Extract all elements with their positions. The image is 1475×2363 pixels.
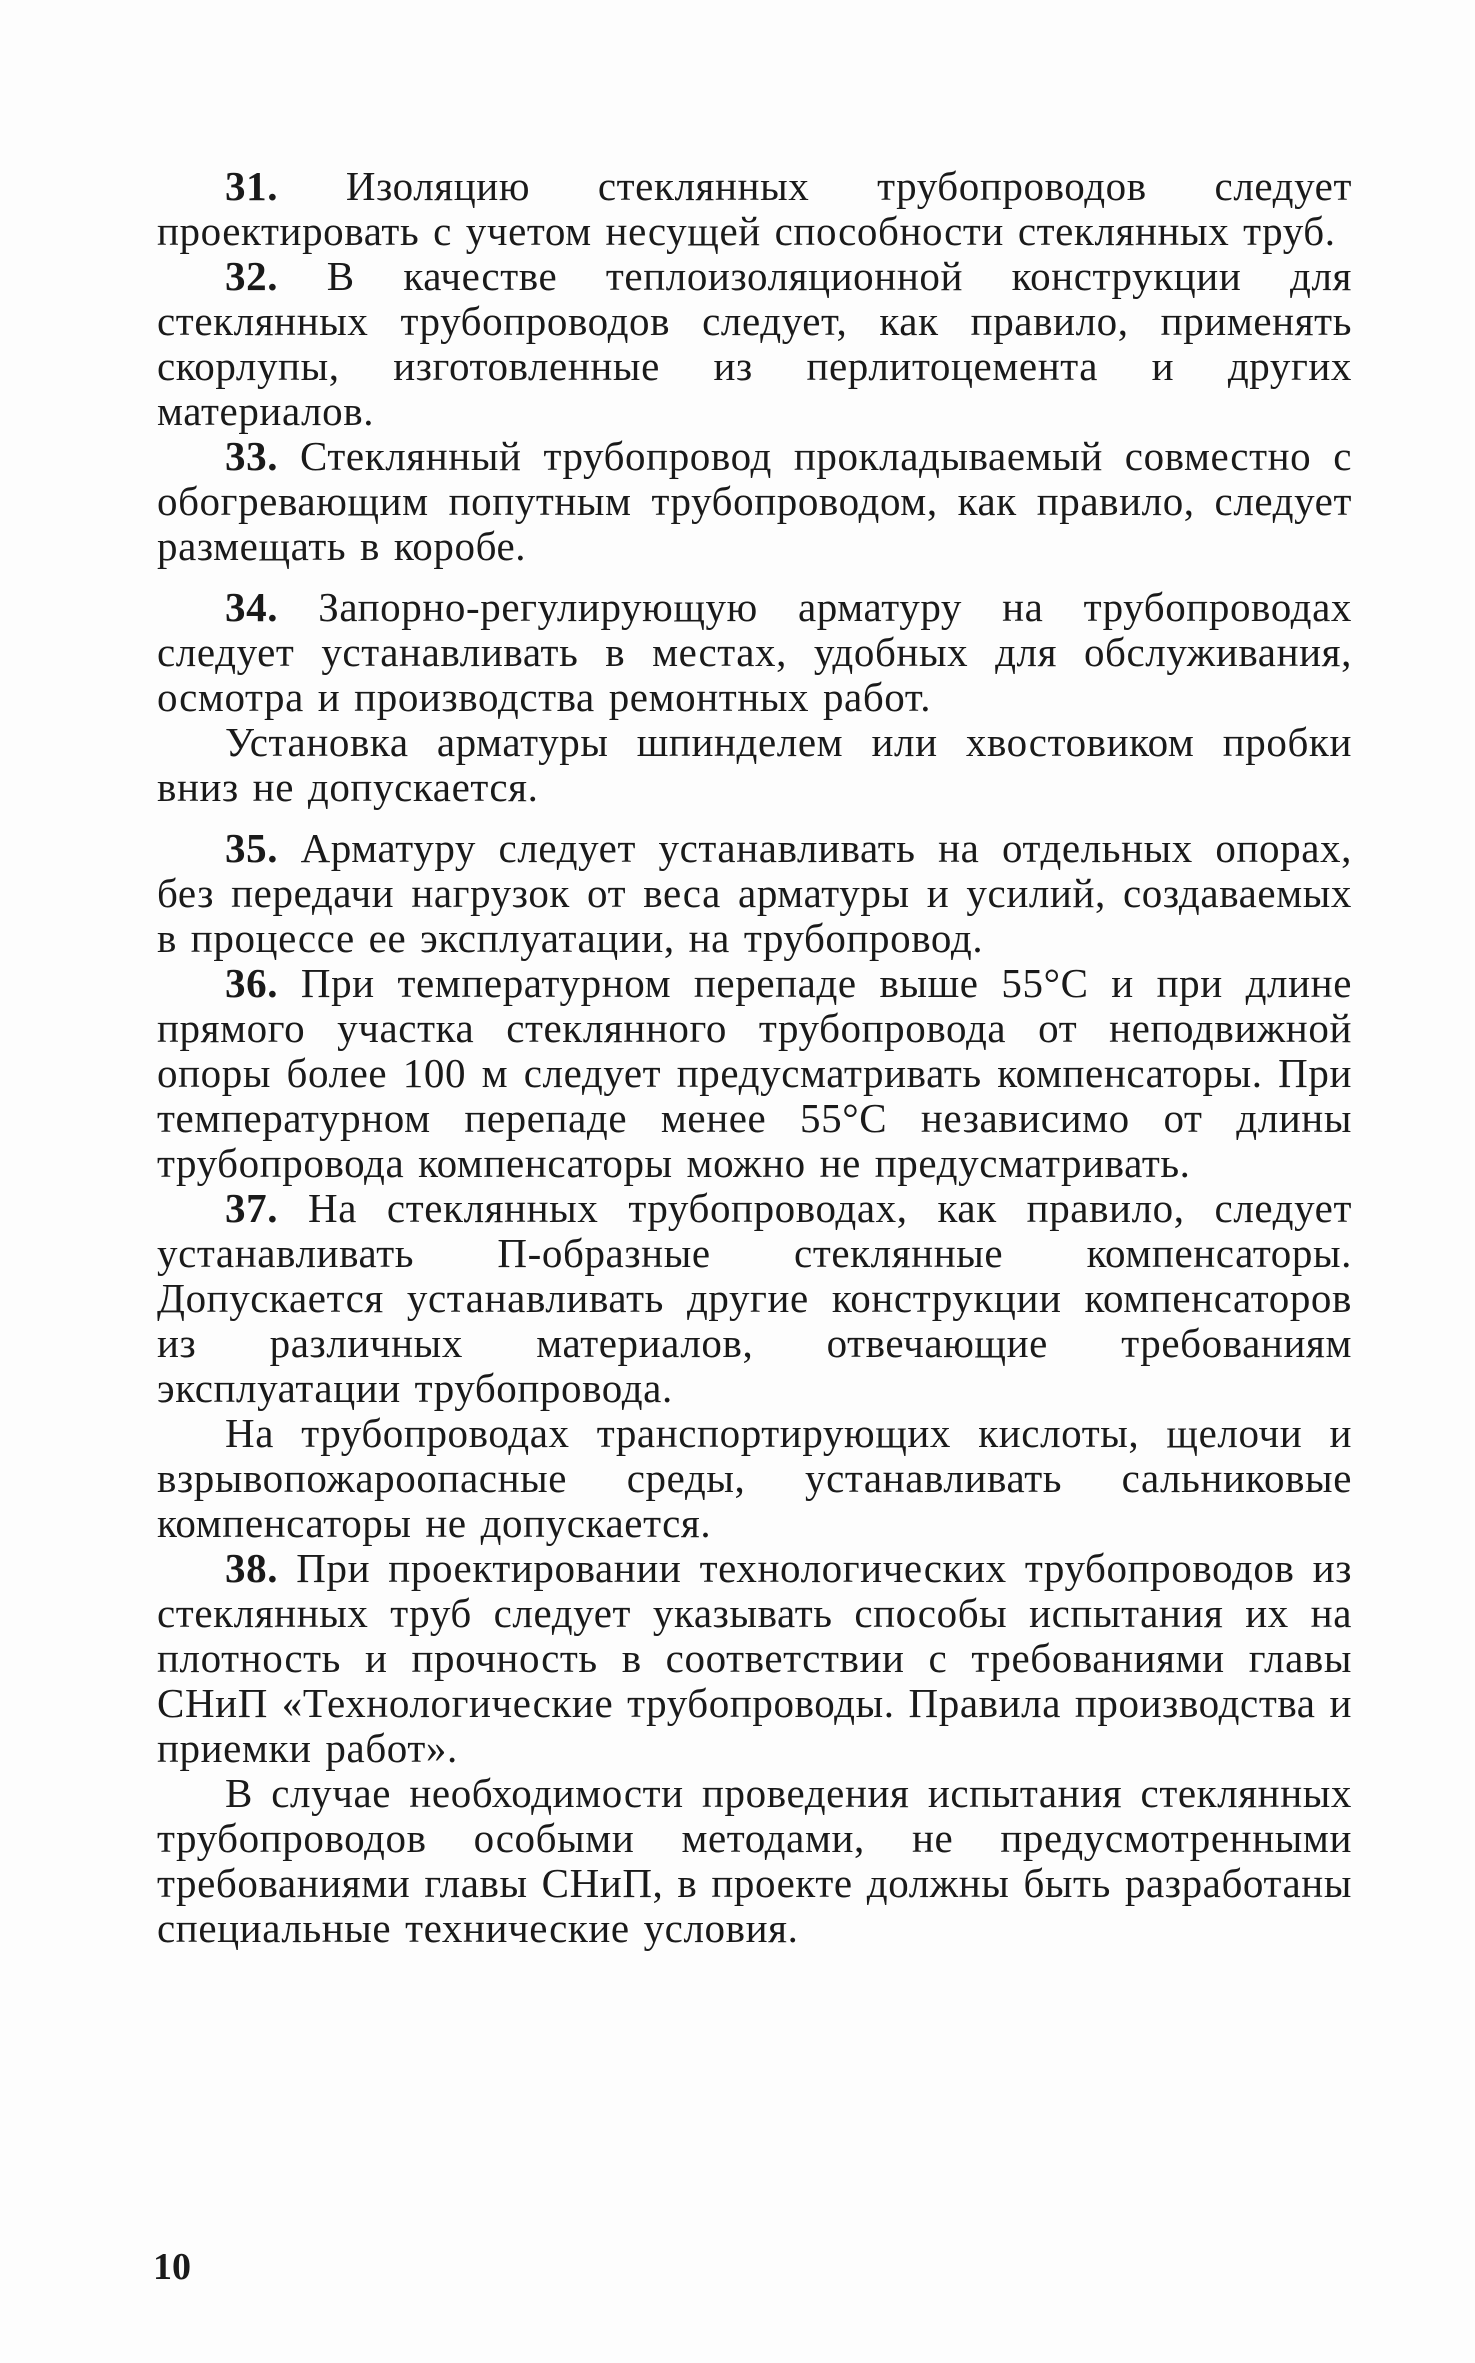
paragraph-34-continuation bbox=[157, 720, 1352, 810]
paragraph-number: 38. bbox=[225, 1545, 279, 1591]
paragraph-34 bbox=[157, 585, 1352, 720]
paragraph-number: 33. bbox=[225, 433, 279, 479]
paragraph-number: 35. bbox=[225, 825, 279, 871]
paragraph-text: При температурном перепаде выше 55°С и при длине прямого участка стеклянного трубопровода от неподвижной опоры более 100 м следует предусматривать компенсаторы. При температурном перепаде менее 55°С независимо от длины трубопровода компенсаторы можно не предусматривать. bbox=[157, 960, 1352, 1186]
page-number: 10 bbox=[153, 2246, 191, 2288]
paragraph-35 bbox=[157, 826, 1352, 961]
paragraph-text: Изоляцию стеклянных трубопроводов следует проектировать с учетом несущей способности стеклянных труб. bbox=[157, 163, 1352, 254]
paragraph-text: Запорно-регулирующую арматуру на трубопроводах следует устанавливать в местах, удобных для обслуживания, осмотра и производства ремонтных работ. bbox=[157, 584, 1352, 720]
paragraph-37 bbox=[157, 1186, 1352, 1411]
text-column bbox=[157, 164, 1352, 1951]
paragraph-38 bbox=[157, 1546, 1352, 1771]
paragraph-32 bbox=[157, 254, 1352, 434]
paragraph-text: Стеклянный трубопровод прокладываемый совместно с обогревающим попутным трубопроводом, как правило, следует размещать в коробе. bbox=[157, 433, 1352, 569]
paragraph-31 bbox=[157, 164, 1352, 254]
paragraph-number: 31. bbox=[225, 163, 279, 209]
paragraph-text: На трубопроводах транспортирующих кислоты, щелочи и взрывопожароопасные среды, устанавливать сальниковые компенсаторы не допускается. bbox=[157, 1410, 1352, 1546]
paragraph-number: 34. bbox=[225, 584, 279, 630]
paragraph-33 bbox=[157, 434, 1352, 569]
paragraph-38-continuation bbox=[157, 1771, 1352, 1951]
paragraph-number: 32. bbox=[225, 253, 279, 299]
paragraph-36 bbox=[157, 961, 1352, 1186]
paragraph-text: В качестве теплоизоляционной конструкции для стеклянных трубопроводов следует, как правило, применять скорлупы, изготовленные из перлитоцемента и других материалов. bbox=[157, 253, 1352, 434]
paragraph-37-continuation bbox=[157, 1411, 1352, 1546]
paragraph-text: Установка арматуры шпинделем или хвостовиком пробки вниз не допускается. bbox=[157, 719, 1352, 810]
paragraph-number: 36. bbox=[225, 960, 279, 1006]
paragraph-text: Арматуру следует устанавливать на отдельных опорах, без передачи нагрузок от веса арматуры и усилий, создаваемых в процессе ее эксплуатации, на трубопровод. bbox=[157, 825, 1352, 961]
paragraph-text: При проектировании технологических трубопроводов из стеклянных труб следует указывать способы испытания их на плотность и прочность в соответствии с требованиями главы СНиП «Технологические трубопроводы. Правила производства и приемки работ». bbox=[157, 1545, 1352, 1771]
paragraph-number: 37. bbox=[225, 1185, 279, 1231]
paragraph-text: На стеклянных трубопроводах, как правило, следует устанавливать П-образные стеклянные компенсаторы. Допускается устанавливать другие конструкции компенсаторов из различных материалов, отвечающие требованиям эксплуатации трубопровода. bbox=[157, 1185, 1352, 1411]
paragraph-text: В случае необходимости проведения испытания стеклянных трубопроводов особыми методами, не предусмотренными требованиями главы СНиП, в проекте должны быть разработаны специальные технические условия. bbox=[157, 1770, 1352, 1951]
